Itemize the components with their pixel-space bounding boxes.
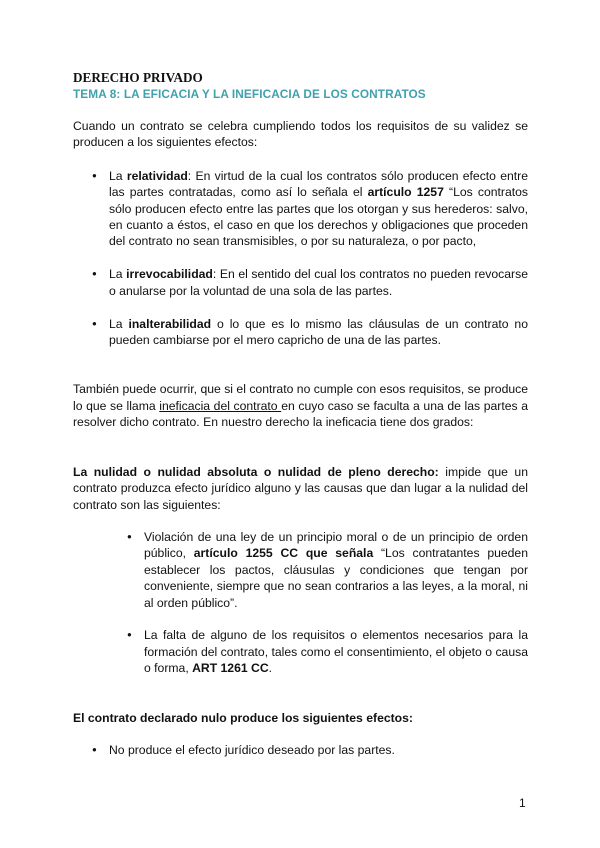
list-item: ● La relatividad: En virtud de la cual los contratos sólo producen efecto entre las partes contratadas, como así lo señala el artículo 1257 “Los contratos sólo producen efecto entre las partes que los otorgan y sus herederos: salvo, en cuanto a éstos, el caso en que los derechos y obligaciones que proceden del contrato no sean transmisibles, o por su naturaleza, o por pacto, [109, 168, 528, 250]
subject-title: DERECHO PRIVADO [73, 70, 203, 85]
ineficacia-paragraph: También puede ocurrir, que si el contrato no cumple con esos requisitos, se produce lo que se llama ineficacia del contrato en cuyo caso se faculta a una de las partes a resolver dicho contrato. En nuestro derecho la ineficacia tiene dos grados: [73, 382, 528, 430]
intro-paragraph: Cuando un contrato se celebra cumpliendo todos los requisitos de su validez se producen a los siguientes efectos: [73, 119, 528, 150]
list-item: ● La irrevocabilidad: En el sentido del cual los contratos no pueden revocarse o anularse por la voluntad de una sola de las partes. [109, 266, 528, 299]
document-page [73, 70, 528, 758]
nulidad-term: La nulidad o nulidad absoluta o nulidad de pleno derecho: [73, 464, 439, 479]
list-item: ● No produce el efecto jurídico deseado por las partes. [109, 742, 528, 758]
list-item: ● La inalterabilidad o lo que es lo mismo las cláusulas de un contrato no pueden cambiarse por el mero capricho de una de las partes. [109, 316, 528, 349]
topic-title: TEMA 8: LA EFICACIA Y LA INEFICACIA DE LOS CONTRATOS [73, 87, 426, 101]
page-number: 1 [519, 796, 526, 810]
list-item: ● Violación de una ley de un principio moral o de un principio de orden público, artículo 1255 CC que señala “Los contratantes pueden establecer los pactos, cláusulas y condiciones que tengan por conveniente, siempre que no sean contrarios a las leyes, a la moral, ni al orden público”. [144, 529, 528, 611]
null-effects-list [109, 742, 528, 758]
term-inalterabilidad: inalterabilidad [128, 316, 212, 331]
list-item: ● La falta de alguno de los requisitos o elementos necesarios para la formación del contrato, tales como el consentimiento, el objeto o causa o forma, ART 1261 CC. [144, 627, 528, 676]
ref-art-1261: ART 1261 CC [192, 661, 269, 676]
ref-articulo-1255: artículo 1255 CC que señala [193, 546, 374, 561]
effects-list [109, 168, 528, 349]
null-effects-heading: El contrato declarado nulo produce los siguientes efectos: [73, 710, 413, 725]
causes-list [144, 529, 528, 677]
ineficacia-link: ineficacia del contrato [159, 398, 282, 413]
term-irrevocabilidad: irrevocabilidad [126, 267, 213, 282]
ref-articulo-1257: artículo 1257 [367, 185, 444, 200]
term-relatividad: relatividad [126, 168, 188, 183]
nulidad-paragraph: La nulidad o nulidad absoluta o nulidad de pleno derecho: impide que un contrato produzca efecto jurídico alguno y las causas que dan lugar a la nulidad del contrato son las siguientes: [73, 464, 528, 512]
